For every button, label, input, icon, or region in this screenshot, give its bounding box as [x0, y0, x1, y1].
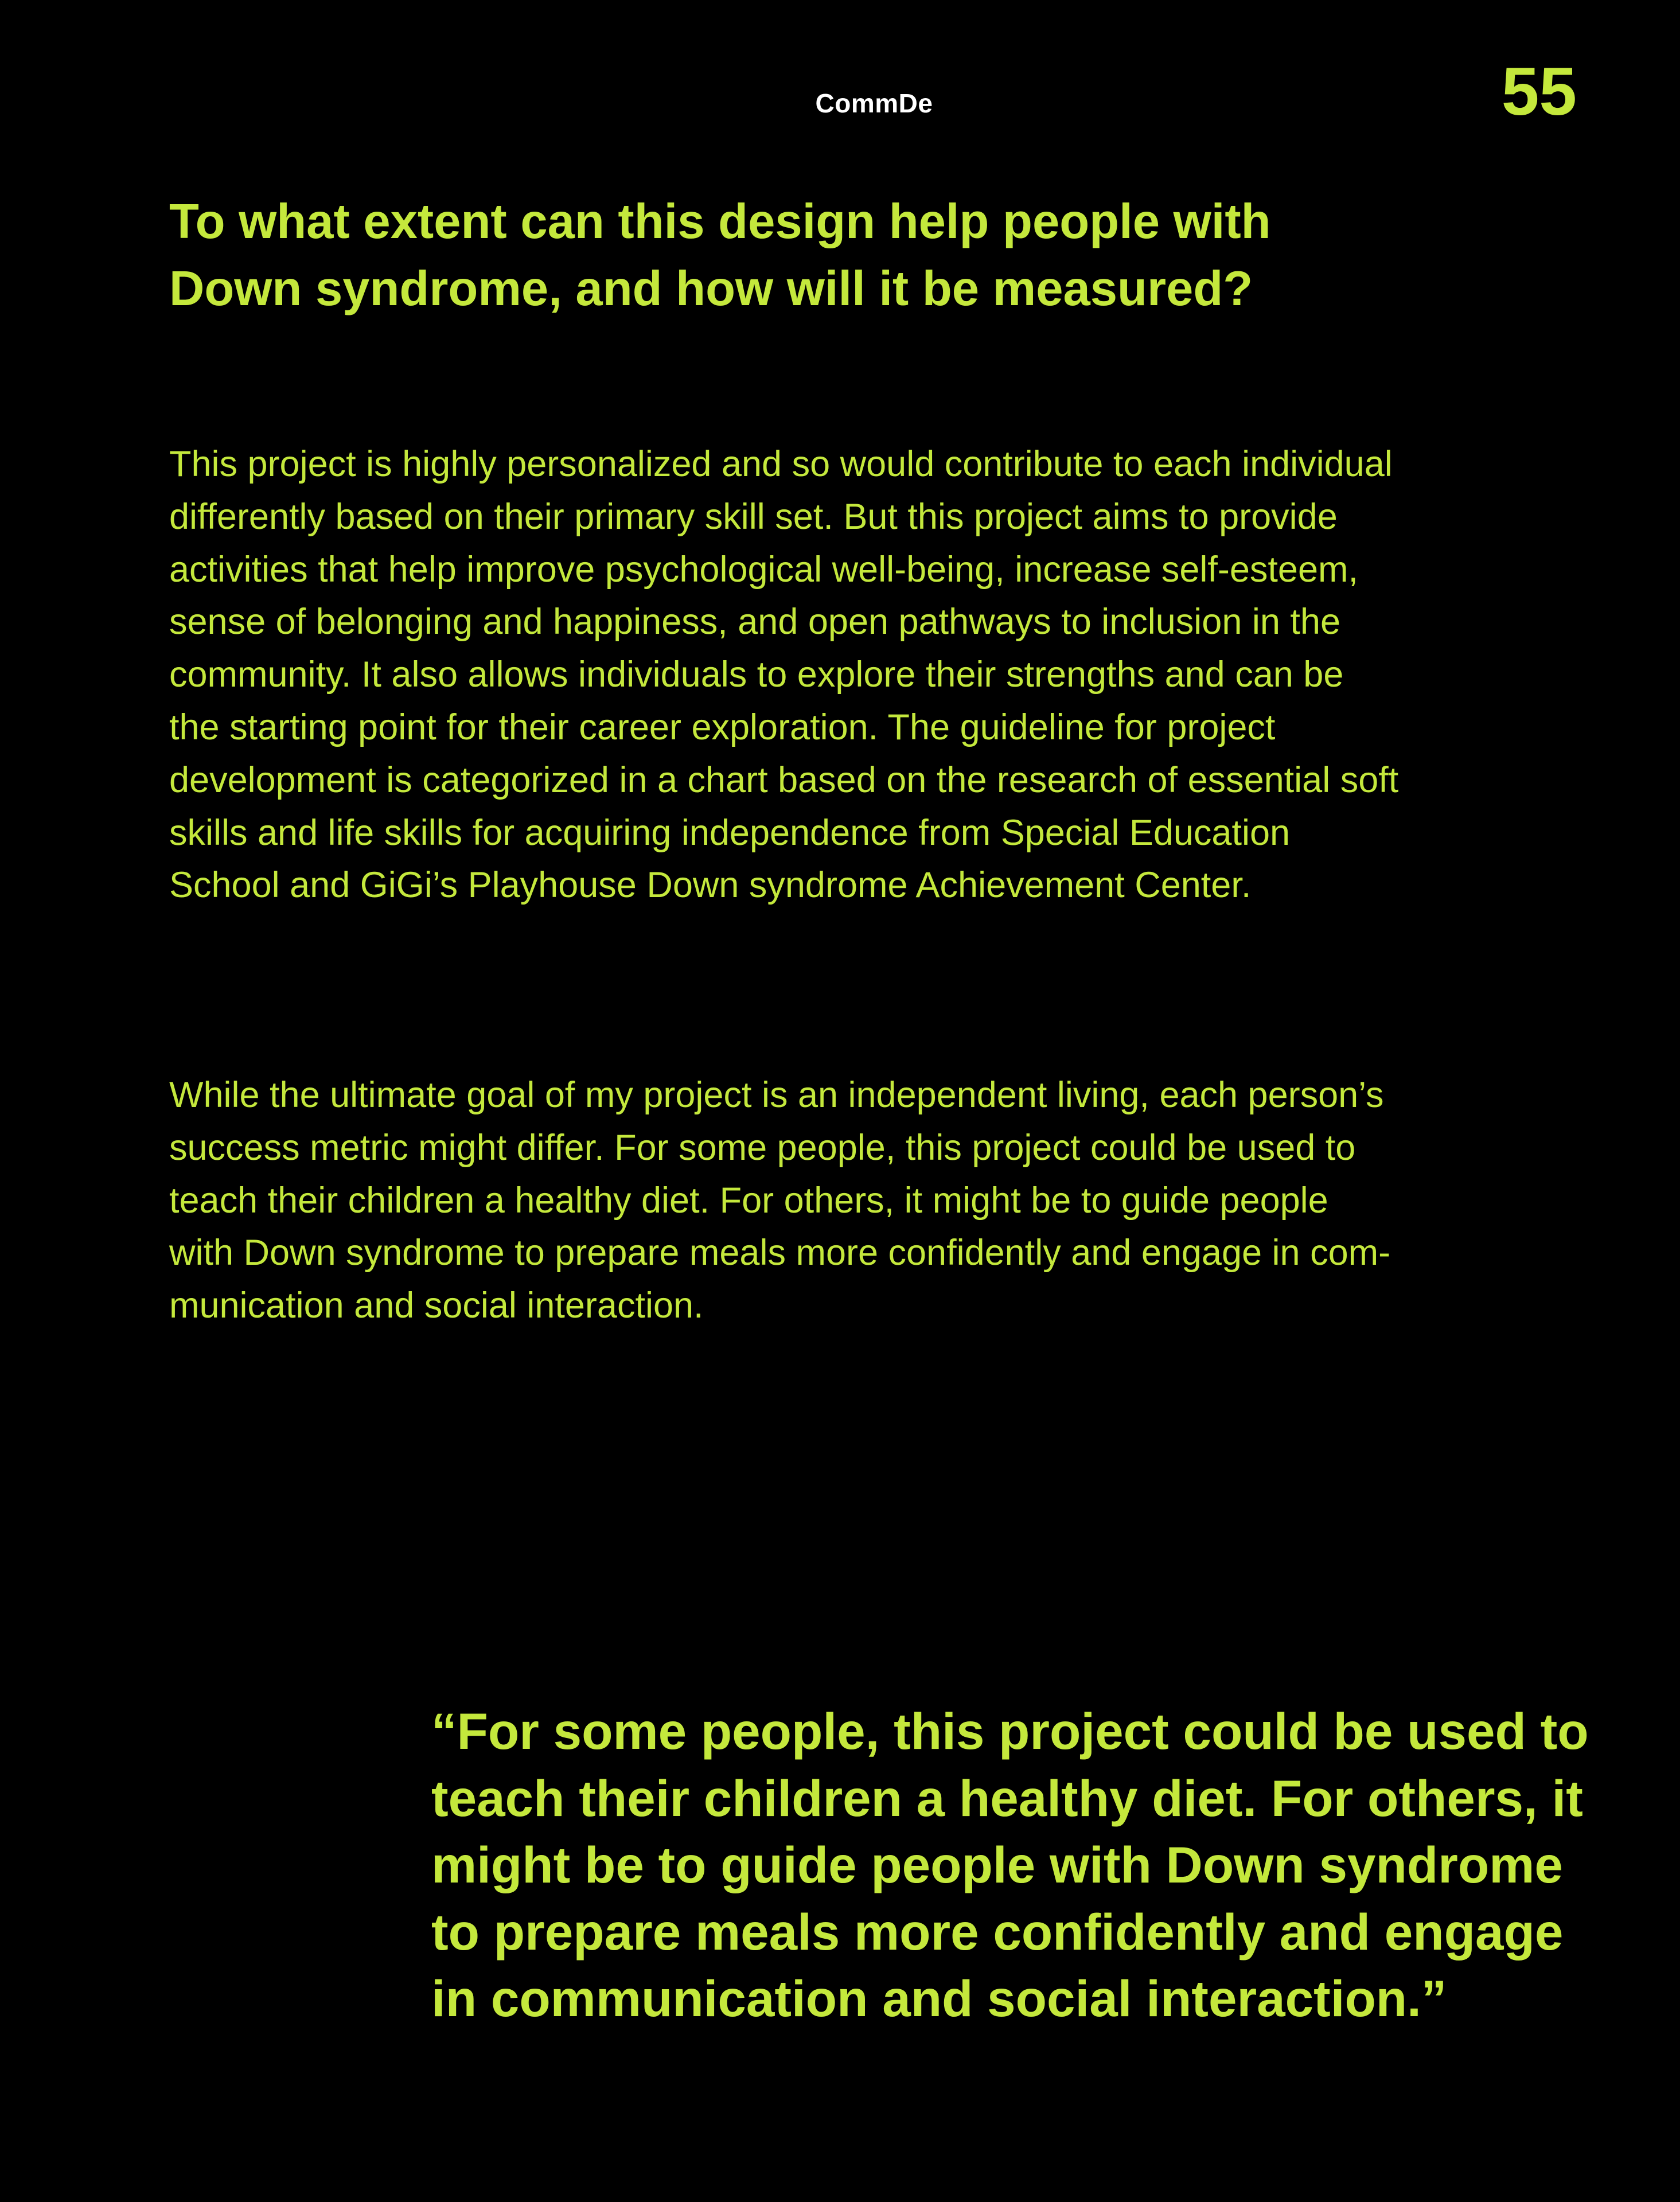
- pull-quote: “For some people, this project could be used to teach their children a healthy diet. For others, it might be to guide people with Down syndrome to prepare meals more confidently and engage in communication and social interaction.”: [431, 1702, 1589, 2027]
- running-header: CommDe: [815, 88, 933, 118]
- body-paragraph: This project is highly personalized and so would contribute to each individual differently based on their primary skill set. But this project aims to provide activities that help improve psychological well-being, increase self-esteem, sense of belonging and happiness, and open pathways to inclusion in the community. It also allows individuals to explore their strengths and can be the starting point for their career exploration. The guideline for project development is categorized in a chart based on the research of essential soft skills and life skills for acquiring independence from Special Education School and GiGi’s Playhouse Down syndrome Achievement Center.: [169, 444, 1399, 906]
- body-paragraph: While the ultimate goal of my project is an independent living, each person’s success metric might differ. For some people, this project could be used to teach their children a healthy diet. For others, it might be to guide people with Down syndrome to prepare meals more confidently and engage in communication and social interaction.: [169, 1075, 1391, 1326]
- page-number: 55: [1501, 54, 1577, 130]
- section-heading: To what extent can this design help people with Down syndrome, and how will it be measured?: [169, 194, 1271, 316]
